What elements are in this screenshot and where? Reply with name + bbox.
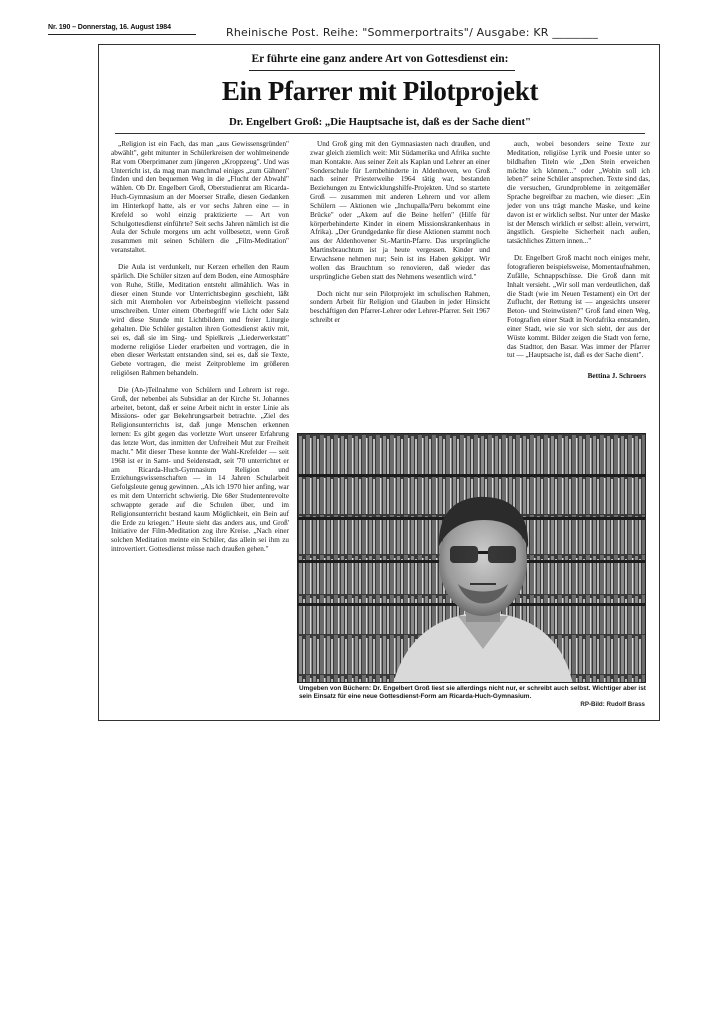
photo-credit: RP-Bild: Rudolf Brass [580, 701, 645, 708]
photo-caption: Umgeben von Büchern: Dr. Engelbert Groß liest sie allerdings nicht nur, er schreibt auch selbst. Wichtiger aber ist sein Einsatz für eine neue Gottesdienst-Form am Ricarda-Huch-Gymnasium. [299, 685, 646, 701]
kicker: Er führte eine ganz andere Art von Gottesdienst ein: [251, 53, 509, 65]
subhead-rule [115, 133, 645, 134]
subhead: Dr. Engelbert Groß: „Die Hauptsache ist, daß es der Sache dient" [228, 116, 532, 128]
paragraph: Und Groß ging mit den Gymnasiasten nach draußen, und zwar gleich ziemlich weit: Mit Südamerika und Afrika suchte man Kontakte. Aus seiner Zeit als Kaplan und Lehrer an einer Sonderschule für Lernbehinderte in Aldenhoven, wo Groß nach seiner Priesterweihe 1964 tätig war, bestanden Beziehungen zu Entwicklungshilfe-Projekten. Und so startete Groß — zusammen mit anderen Lehrern und vor allem Schülern — Aktionen wie „Inchupalla/Peru bekommt eine Brücke" oder „Akem auf die Beine helfen" (Hilfe für körperbehinderte Kinder in einem Missionskrankenhaus in Afrika). „Der Grundgedanke für diese Aktionen stammt noch aus der Aldenhovener St.-Martin-Pfarre. Das ursprüngliche Martinsbrauchtum ist ja heute vergessen. Kinder und Erwachsene nehmen nur; Sein ist ins Haben gekippt. Wir wollen das Brauchtum so renovieren, daß wieder das ursprüngliche Geben statt des Nehmens wesentlich wird." [310, 140, 490, 281]
paragraph: auch, wobei besonders seine Texte zur Meditation, religiöse Lyrik und Poesie unter so bildhaften Titeln wie „Den Stein erweichen möchte ich können..." oder „Wohin soll ich leben?" seine Schüler ansprechen. Texte sind das, die versuchen, Grundprobleme in zeitgemäßer Sprache begreifbar zu machen, wie dieser: „Ein jeder von uns trägt manche Maske, und keine davon ist er wirklich selbst. Nur unter der Maske ist der Mensch wirklich er selbst: allein, verwirrt, ängstlich. Gespielte Sicherheit nach außen, tatsächliches Zittern innen..." [507, 140, 650, 246]
byline: Bettina J. Schroers [587, 372, 646, 380]
headline: Ein Pfarrer mit Pilotprojekt [221, 76, 539, 106]
photo-graphic [298, 434, 646, 683]
text-column-2 [310, 140, 490, 325]
paragraph: Die Aula ist verdunkelt, nur Kerzen erhellen den Raum spärlich. Die Schüler sitzen auf dem Boden, eine Atmosphäre von Ruhe, Stille, Meditation entsteht allmählich. Was in dieser einen Stunde vor Unterrichtsbeginn geschieht, läßt sich mit Atemholen vor Arbeitsbeginn vielleicht passend umschreiben. Unter einem Oberbegriff wie Licht oder Salz wird diese Stunde mit Lichtbildern und freier Liturgie gehalten. Die Schüler gestalten ihren Gottesdienst aktiv mit, sei es, daß sie im Sing- und Spielkreis „Liederwerkstatt" moderne religiöse Lieder erarbeiten und vortragen, die in eben dieser Werkstatt entstanden sind, sei es, daß sie Texte, Gebete vortragen, die meist Zeitprobleme im größeren religiösen Rahmen behandeln. [111, 262, 289, 378]
masthead: Nr. 190 – Donnerstag, 16. August 1984 [48, 24, 171, 31]
archive-note: Rheinische Post. Reihe: "Sommerportraits"/ Ausgabe: KR ________ [226, 26, 598, 39]
paragraph: „Religion ist ein Fach, das man „aus Gewissensgründen" abwählt", geht mitunter in Schülerkreisen der wohlmeinende Rat vom Oberprimaner zum jüngeren „Kroppzeug". Und was Unterricht ist, da mag man manchmal einiges „zum Gähnen" finden und den bequemen Weg in die „Flucht der Abwahl" wählen. Ob Dr. Engelbert Groß, Oberstudienrat am Ricarda-Huch-Gymnasium an der Moerser Straße, diesen Gedanken im Hinterkopf hatte, als er vor sechs Jahren eine — in Krefeld so wohl einzig praktizierte — Art von Schulgottesdienst einführte? Seit sechs Jahren nämlich ist die Aula der Schule morgens um acht vollbesetzt, wenn Groß zusammen mit seinen Schülern die „Film-Meditation" veranstaltet. [111, 140, 289, 255]
article-clipping [98, 44, 660, 721]
paragraph: Doch nicht nur sein Pilotprojekt im schulischen Rahmen, sondern Arbeit für Religion und Glauben in jeder Hinsicht beschäftigen den Pfarrer-Lehrer oder Lehrer-Pfarrer. Seit 1967 schreibt er [310, 289, 490, 325]
masthead-rule [48, 34, 196, 35]
text-column-1 [111, 140, 289, 554]
text-column-3 [507, 140, 650, 360]
portrait-photo [297, 433, 646, 683]
paragraph: Die (An-)Teilnahme von Schülern und Lehrern ist rege. Groß, der nebenbei als Subsidiar an der Kirche St. Johannes arbeitet, betont, daß er seine Arbeit nicht in erster Linie als Missions- oder gar Bekehrungsarbeit betrachte. „Ziel des Religionsunterrichts ist, daß junge Menschen erkennen lernen: Es gibt gegen das vorletzte Wort unserer Erfahrung das letzte Wort, das inmitten der Unfreiheit Mut zur Freiheit macht." Mit dieser These konnte der Wahl-Krefelder — seit 1968 ist er in Samt- und Seidenstadt, seit '70 unterrichtet er am Ricarda-Huch-Gymnasium Religion und Erziehungswissenschaften — in 14 Jahren Schularbeit Gefolgsleute genug gewinnen. „Als ich 1970 hier anfing, war es mit dem Unterricht schwierig. Die 68er Studentenrevolte schwappte gerade auf die Schulen über, und im Religionsunterricht bestand kaum Möglichkeit, ein Bein auf die Erde zu kriegen." Heute sieht das anders aus, und Groß' Initiative der Film-Meditation zog ihre Kreise. „Nach einer solchen Meditation meinte ein Schüler, das allein sei ihm zu introvertiert. Gottesdienst müsse nach draußen gehen." [111, 385, 289, 554]
paragraph: Dr. Engelbert Groß macht noch einiges mehr, fotografieren beispielsweise, Momentaufnahmen, Zufälle, Schnappschüsse. Die Groß dann mit Inhalt versieht. „Wir soll man verdeutlichen, daß die Stadt (wie im Neuen Testament) ein Ort der Zuflucht, der Rettung ist — angesichts unserer Beton- und Steinwüsten?" Groß fand einen Weg, Fotografien einer Stadt in Nordafrika entstanden, einer Stadt, wie sie vor sich sieht, der aus der Wüste kommt. Bilder zeigen die Stadt von ferne, das Stadttor, den Basar. Was immer der Pfarrer tut — „Hauptsache ist, daß es der Sache dient". [507, 254, 650, 360]
kicker-rule [249, 70, 515, 71]
